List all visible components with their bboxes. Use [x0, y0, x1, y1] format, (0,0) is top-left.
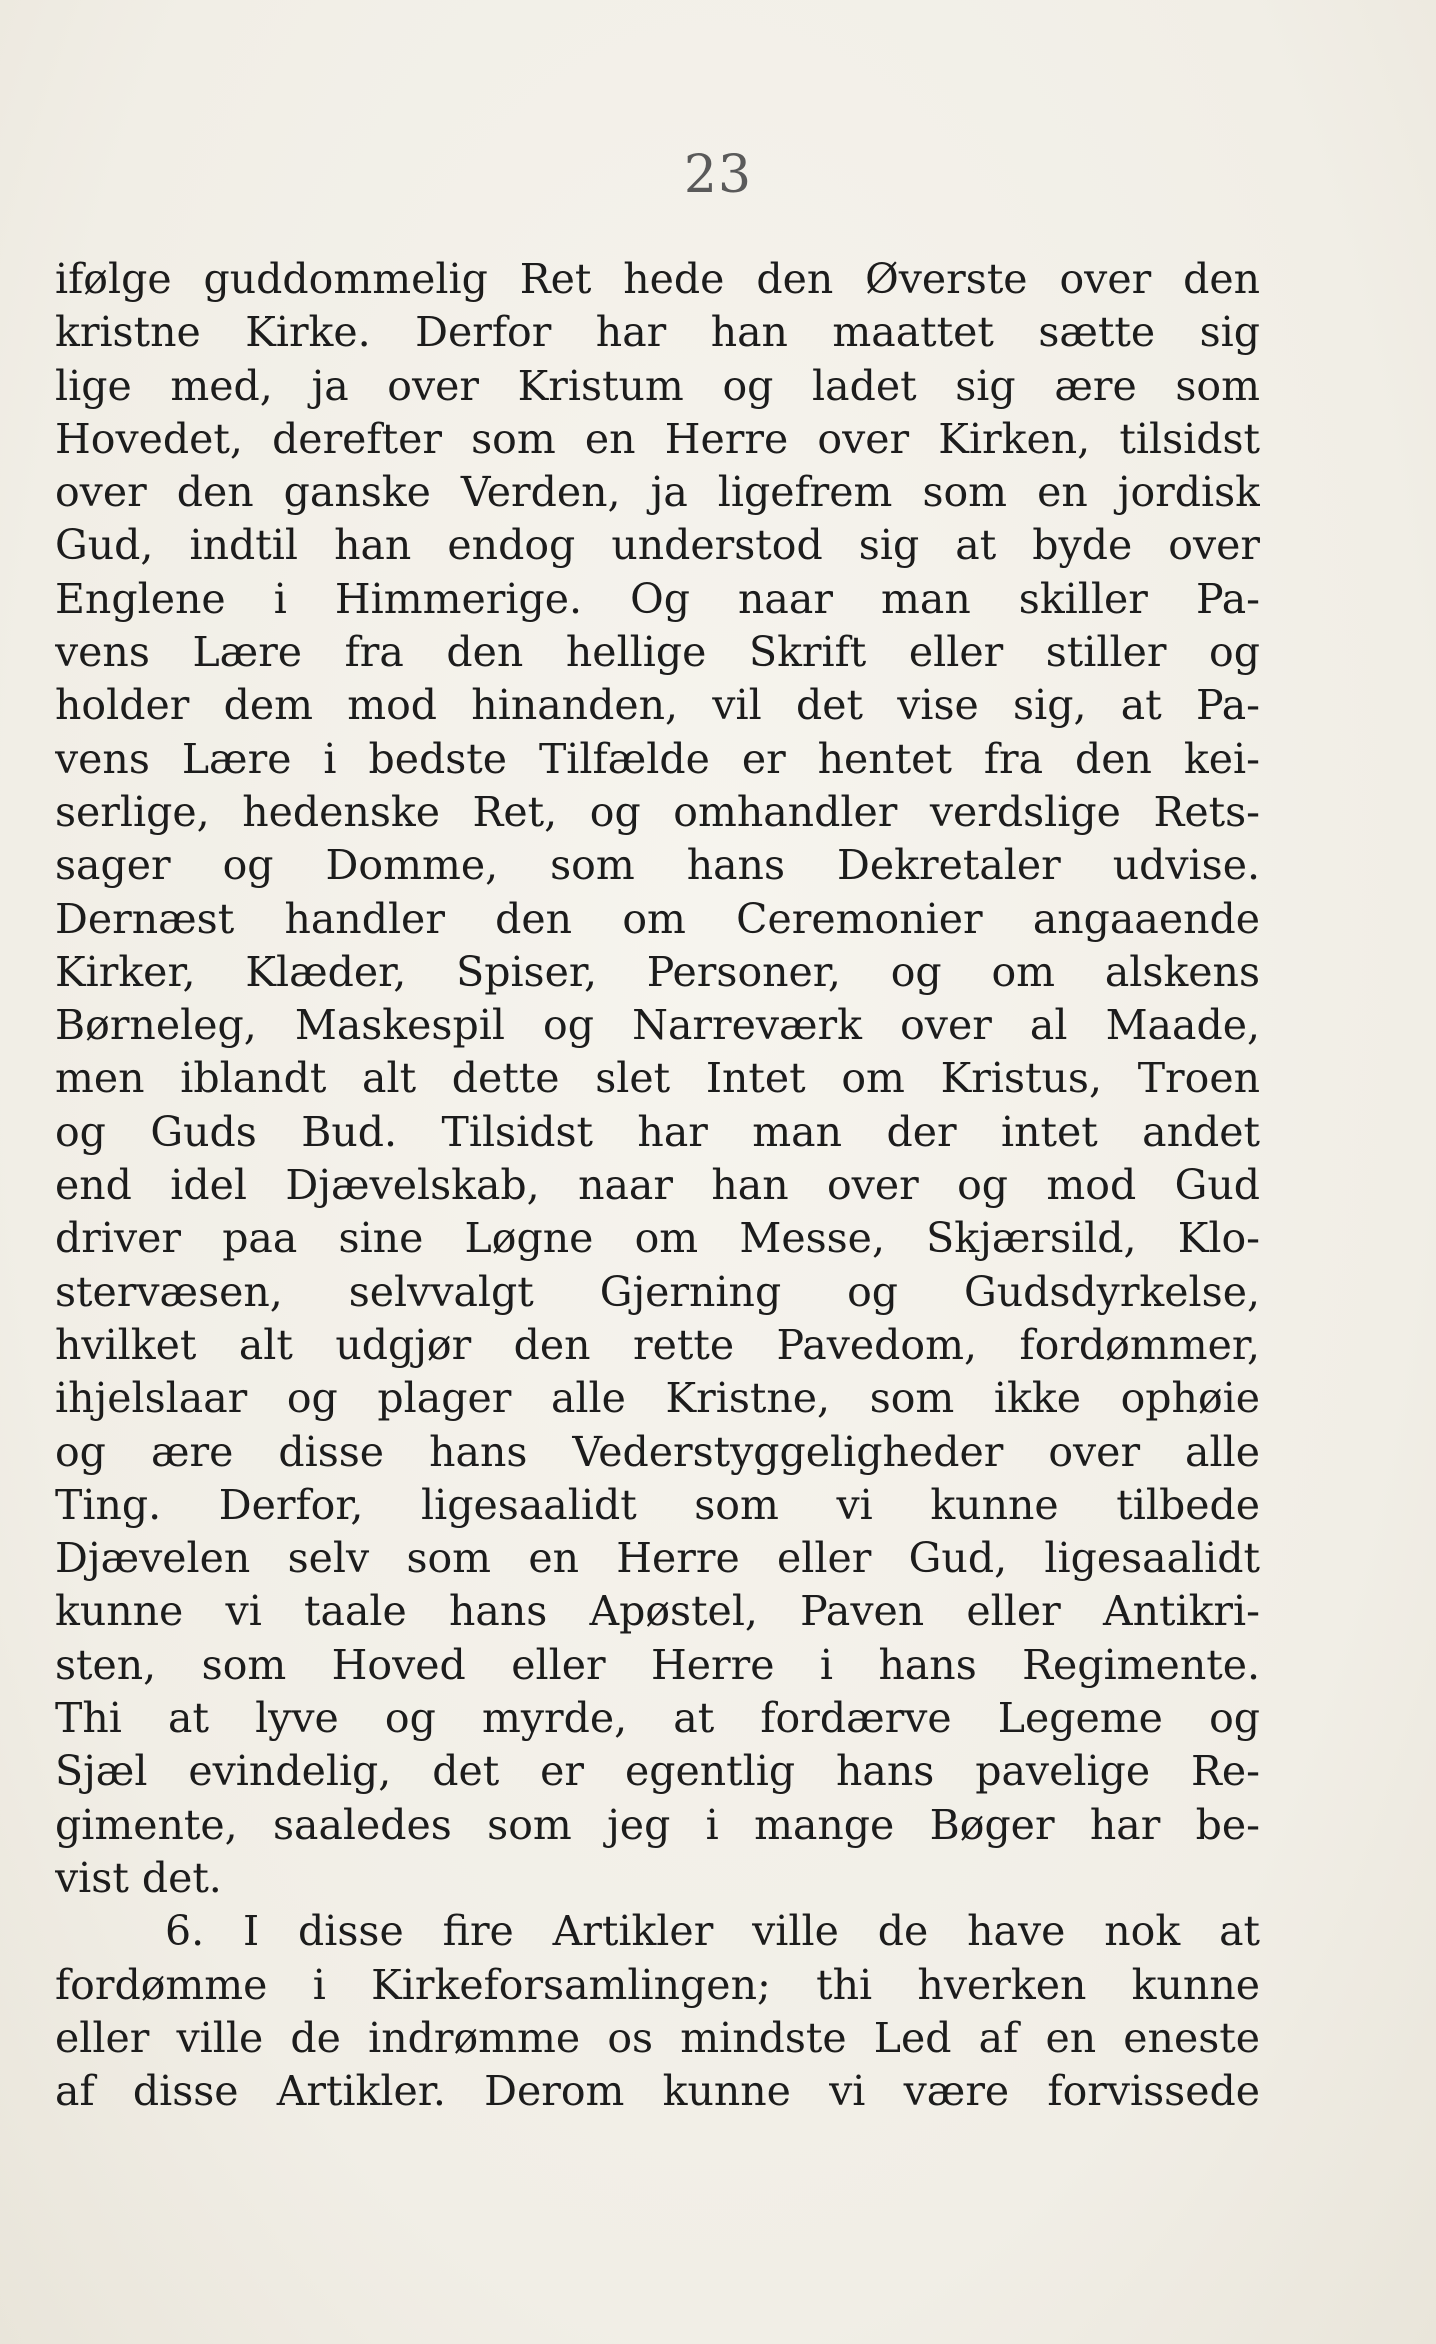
text-line: Sjæl evindelig, det er egentlig hans pavelige Re- — [55, 1747, 1260, 1796]
paragraph-end-line: vist det. — [55, 1853, 222, 1902]
text-line: Englene i Himmerige. Og naar man skiller Pa- — [55, 574, 1260, 623]
text-line: af disse Artikler. Derom kunne vi være forvissede — [55, 2067, 1260, 2116]
text-line: og Guds Bud. Tilsidst har man der intet andet — [55, 1107, 1260, 1156]
text-line: ihjelslaar og plager alle Kristne, som ikke ophøie — [55, 1374, 1260, 1423]
text-line: vens Lære fra den hellige Skrift eller stiller og — [55, 628, 1260, 677]
page-number: 23 — [683, 145, 753, 205]
text-line: Djævelen selv som en Herre eller Gud, ligesaalidt — [55, 1534, 1260, 1583]
text-line: Kirker, Klæder, Spiser, Personer, og om alskens — [55, 947, 1260, 996]
paragraph-start-line: 6. I disse fire Artikler ville de have nok at — [165, 1907, 1260, 1956]
text-line: Hovedet, derefter som en Herre over Kirken, tilsidst — [55, 414, 1260, 463]
text-line: stervæsen, selvvalgt Gjerning og Gudsdyrkelse, — [55, 1267, 1260, 1316]
text-line: hvilket alt udgjør den rette Pavedom, fordømmer, — [55, 1320, 1260, 1369]
text-line: fordømme i Kirkeforsamlingen; thi hverken kunne — [55, 1960, 1260, 2009]
text-line: Børneleg, Maskespil og Narreværk over al Maade, — [55, 1001, 1260, 1050]
text-line: kristne Kirke. Derfor har han maattet sætte sig — [55, 308, 1260, 357]
text-line: holder dem mod hinanden, vil det vise sig, at Pa- — [55, 681, 1260, 730]
text-line: end idel Djævelskab, naar han over og mod Gud — [55, 1161, 1260, 1210]
text-line: Ting. Derfor, ligesaalidt som vi kunne tilbede — [55, 1480, 1260, 1529]
body-text — [55, 253, 1260, 2118]
text-line: lige med, ja over Kristum og ladet sig ære som — [55, 361, 1260, 410]
text-line: kunne vi taale hans Apøstel, Paven eller Antikri- — [55, 1587, 1260, 1636]
text-line: men iblandt alt dette slet Intet om Kristus, Troen — [55, 1054, 1260, 1103]
text-line: ifølge guddommelig Ret hede den Øverste over den — [55, 255, 1260, 303]
text-line: gimente, saaledes som jeg i mange Bøger har be- — [55, 1800, 1260, 1849]
text-line: sager og Domme, som hans Dekretaler udvise. — [55, 841, 1260, 890]
text-line: og ære disse hans Vederstyggeligheder over alle — [55, 1427, 1260, 1476]
text-line: serlige, hedenske Ret, og omhandler verdslige Rets- — [55, 787, 1260, 836]
text-line: driver paa sine Løgne om Messe, Skjærsild, Klo- — [55, 1214, 1260, 1263]
text-line: Thi at lyve og myrde, at fordærve Legeme og — [55, 1694, 1260, 1743]
text-line: Gud, indtil han endog understod sig at byde over — [55, 521, 1260, 570]
text-line: eller ville de indrømme os mindste Led af en eneste — [55, 2013, 1260, 2062]
text-line: sten, som Hoved eller Herre i hans Regimente. — [55, 1640, 1260, 1689]
text-line: vens Lære i bedste Tilfælde er hentet fra den kei- — [55, 734, 1260, 783]
text-line: Dernæst handler den om Ceremonier angaaende — [55, 894, 1260, 943]
text-line: over den ganske Verden, ja ligefrem som en jordisk — [55, 468, 1260, 517]
